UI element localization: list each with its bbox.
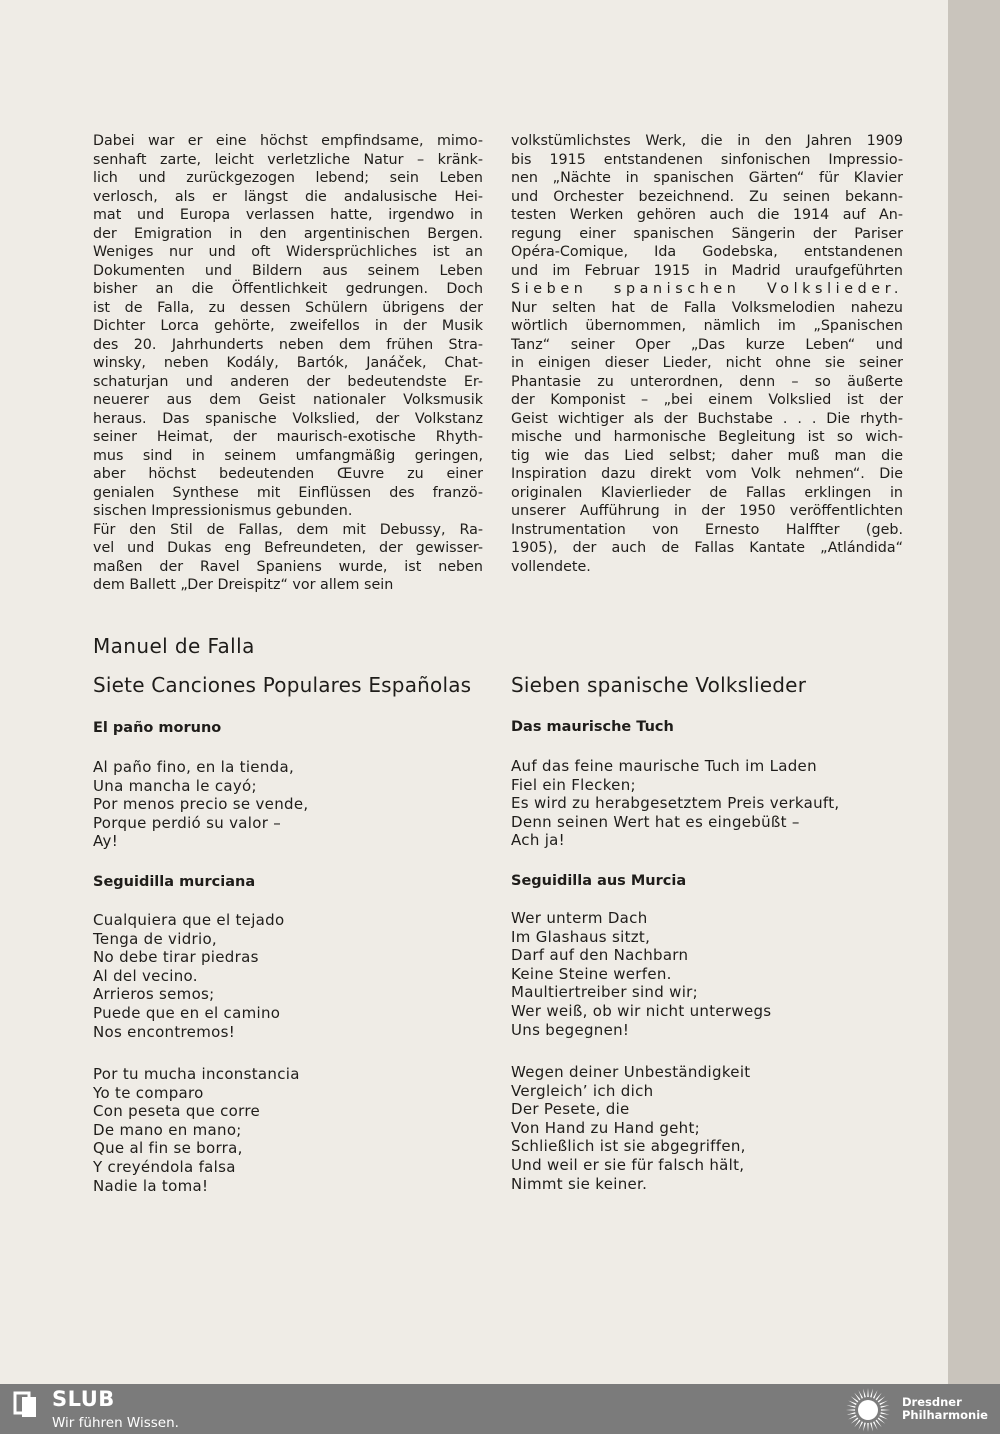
essay-line: Phantasie zu unterordnen, denn – so äußerte (511, 373, 903, 390)
slub-tagline: Wir führen Wissen. (52, 1415, 179, 1431)
essay-line: lich und zurückgezogen lebend; sein Leben (93, 170, 483, 186)
verse-line: Yo te comparo (93, 1083, 204, 1102)
verse-line: Nadie la toma! (93, 1176, 209, 1195)
song-es-2-stanza-2 (93, 1065, 300, 1195)
verse-line: Al del vecino. (93, 966, 198, 985)
essay-line: mus sind in seinem umfangmäßig geringen, (93, 447, 483, 464)
essay-line: der Emigration in den argentinischen Bergen. (93, 225, 483, 242)
essay-line: volkstümlichstes Werk, die in den Jahren 1909 (511, 133, 903, 149)
essay-line: Dichter Lorca gehörte, zweifellos in der Musik (93, 318, 483, 334)
song-title-es-1: El paño moruno (93, 720, 222, 736)
verse-line: Fiel ein Flecken; (511, 775, 636, 794)
slub-name[interactable]: SLUB (52, 1387, 115, 1411)
essay-line: unserer Aufführung in der 1950 veröffentlichten (511, 503, 903, 519)
philharmonie-line-1: Dresdner (902, 1395, 962, 1409)
verse-line: Wegen deiner Unbeständigkeit (511, 1063, 751, 1081)
song-de-1-stanza-1 (511, 757, 839, 850)
verse-line: Wer weiß, ob wir nicht unterwegs (511, 1001, 772, 1020)
essay-line: originalen Klavierlieder de Fallas erklingen in (511, 484, 903, 501)
philharmonie-line-2: Philharmonie (902, 1408, 988, 1422)
verse-line: Uns begegnen! (511, 1020, 630, 1039)
song-de-2-stanza-2 (511, 1063, 750, 1193)
essay-line: vollendete. (511, 558, 591, 575)
essay-left-column (93, 132, 483, 595)
essay-line: dem Ballett „Der Dreispitz“ vor allem sein (93, 577, 394, 593)
verse-line: Auf das feine maurische Tuch im Laden (511, 757, 817, 775)
song-de-2-stanza-1 (511, 909, 771, 1039)
essay-right-column (511, 132, 903, 576)
verse-line: De mano en mano; (93, 1120, 242, 1139)
essay-line: Inspiration dazu direkt vom Volk nehmen“. Die (511, 466, 903, 482)
verse-line: Al paño fino, en la tienda, (93, 758, 295, 776)
verse-line: Der Pesete, die (511, 1100, 630, 1119)
essay-line: verlosch, als er längst die andalusische Hei- (93, 188, 483, 205)
verse-line: Nimmt sie keiner. (511, 1174, 648, 1193)
verse-line: Maultiertreiber sind wir; (511, 983, 698, 1002)
verse-line: Cualquiera que el tejado (93, 911, 285, 929)
work-title-spanish: Siete Canciones Populares Españolas (93, 673, 472, 697)
essay-line: testen Werken gehören auch die 1914 auf An- (511, 207, 903, 223)
verse-line: Und weil er sie für falsch hält, (511, 1155, 745, 1174)
song-es-2-stanza-1 (93, 911, 284, 1041)
verse-line: Nos encontremos! (93, 1022, 236, 1041)
verse-line: Una mancha le cayó; (93, 776, 257, 795)
essay-line: neuerer aus dem Geist nationaler Volksmusik (93, 392, 483, 408)
verse-line: Por tu mucha inconstancia (93, 1065, 300, 1083)
verse-line: Darf auf den Nachbarn (511, 946, 689, 965)
verse-line: Ach ja! (511, 831, 565, 850)
essay-line: vel und Dukas eng Befreundeten, der gewisser- (93, 540, 483, 556)
essay-line: bisher an die Öffentlichkeit gedrungen. Doch (93, 281, 483, 297)
verse-line: Tenga de vidrio, (93, 929, 217, 948)
song-title-de-2: Seguidilla aus Murcia (511, 873, 687, 889)
sunburst-logo-icon[interactable] (844, 1387, 892, 1433)
verse-line: Arrieros semos; (93, 985, 215, 1004)
verse-line: Y creyéndola falsa (93, 1157, 236, 1176)
verse-line: Puede que en el camino (93, 1003, 281, 1022)
essay-line: Tanz“ seiner Oper „Das kurze Leben“ und (511, 336, 903, 353)
essay-line: Geist wichtiger als der Buchstabe . . . Die rhyth- (511, 410, 903, 427)
essay-line: Dabei war er eine höchst empfindsame, mimo- (93, 133, 483, 149)
essay-line: senhaft zarte, leicht verletzliche Natur – kränk- (93, 151, 483, 168)
verse-line: Im Glashaus sitzt, (511, 927, 651, 946)
verse-line: Vergleich’ ich dich (511, 1081, 654, 1100)
verse-line: Denn seinen Wert hat es eingebüßt – (511, 812, 800, 831)
verse-line: No debe tirar piedras (93, 948, 259, 967)
essay-line: mat und Europa verlassen hatte, irgendwo in (93, 207, 483, 223)
song-title-de-1: Das maurische Tuch (511, 719, 674, 735)
verse-line: Porque perdió su valor – (93, 813, 282, 832)
essay-line: Opéra-Comique, Ida Godebska, entstandenen (511, 244, 903, 260)
essay-line: bis 1915 entstandenen sinfonischen Impressio- (511, 151, 903, 168)
song-title-es-2: Seguidilla murciana (93, 874, 256, 890)
essay-line: 1905), der auch de Fallas Kantate „Atlándida“ (511, 540, 903, 556)
essay-line: ist de Falla, zu dessen Schülern übrigens der (93, 299, 483, 316)
essay-line: in einigen dieser Lieder, nicht ohne sie seiner (511, 355, 903, 371)
essay-line: schaturjan und anderen der bedeutendste Er- (93, 373, 483, 390)
verse-line: Keine Steine werfen. (511, 964, 672, 983)
essay-line: Für den Stil de Fallas, dem mit Debussy, Ra- (93, 521, 483, 538)
verse-line: Von Hand zu Hand geht; (511, 1118, 701, 1137)
verse-line: Por menos precio se vende, (93, 795, 309, 814)
essay-line: seiner Heimat, der maurisch-exotische Rhyth- (93, 429, 483, 445)
essay-line: tig wie das Lied selbst; daher muß man die (511, 447, 903, 464)
verse-line: Es wird zu herabgesetztem Preis verkauft, (511, 794, 840, 813)
essay-line: Sieben spanischen Volkslieder. (511, 281, 903, 297)
verse-line: Wer unterm Dach (511, 909, 648, 927)
essay-line: genialen Synthese mit Einflüssen des franzö- (93, 484, 483, 501)
essay-line: winsky, neben Kodály, Bartók, Janáček, Chat- (93, 355, 483, 371)
essay-line: wörtlich übernommen, nämlich im „Spanischen (511, 318, 903, 334)
philharmonie-name[interactable] (902, 1396, 988, 1422)
essay-line: Weniges nur und oft Widersprüchliches ist an (93, 244, 483, 260)
essay-line: Nur selten hat de Falla Volksmelodien nahezu (511, 299, 903, 316)
essay-line: nen „Nächte in spanischen Gärten“ für Klavier (511, 170, 903, 186)
verse-line: Ay! (93, 832, 119, 851)
essay-line: heraus. Das spanische Volkslied, der Volkstanz (93, 410, 483, 427)
work-title-german: Sieben spanische Volkslieder (511, 673, 807, 697)
essay-line: Instrumentation von Ernesto Halffter (geb. (511, 521, 903, 538)
composer-heading: Manuel de Falla (93, 634, 255, 658)
essay-line: des 20. Jahrhunderts neben dem frühen Stra- (93, 336, 483, 353)
essay-line: aber höchst bedeutenden Œuvre zu einer (93, 466, 483, 482)
verse-line: Con peseta que corre (93, 1102, 260, 1121)
essay-line: und Orchester bezeichnend. Zu seinen bekann- (511, 188, 903, 205)
essay-line: regung einer spanischen Sängerin der Pariser (511, 225, 903, 242)
essay-line: Dokumenten und Bildern aus seinem Leben (93, 262, 483, 279)
song-es-1-stanza-1 (93, 758, 308, 851)
verse-line: Que al fin se borra, (93, 1139, 243, 1158)
essay-line: der Komponist – „bei einem Volkslied ist der (511, 392, 903, 408)
essay-line: mische und harmonische Begleitung ist so wich- (511, 429, 903, 445)
essay-line: sischen Impressionismus gebunden. (93, 503, 353, 519)
essay-line: maßen der Ravel Spaniens wurde, ist neben (93, 558, 483, 575)
verse-line: Schließlich ist sie abgegriffen, (511, 1137, 746, 1156)
book-icon[interactable] (12, 1390, 40, 1418)
essay-line: und im Februar 1915 in Madrid uraufgeführten (511, 262, 903, 279)
